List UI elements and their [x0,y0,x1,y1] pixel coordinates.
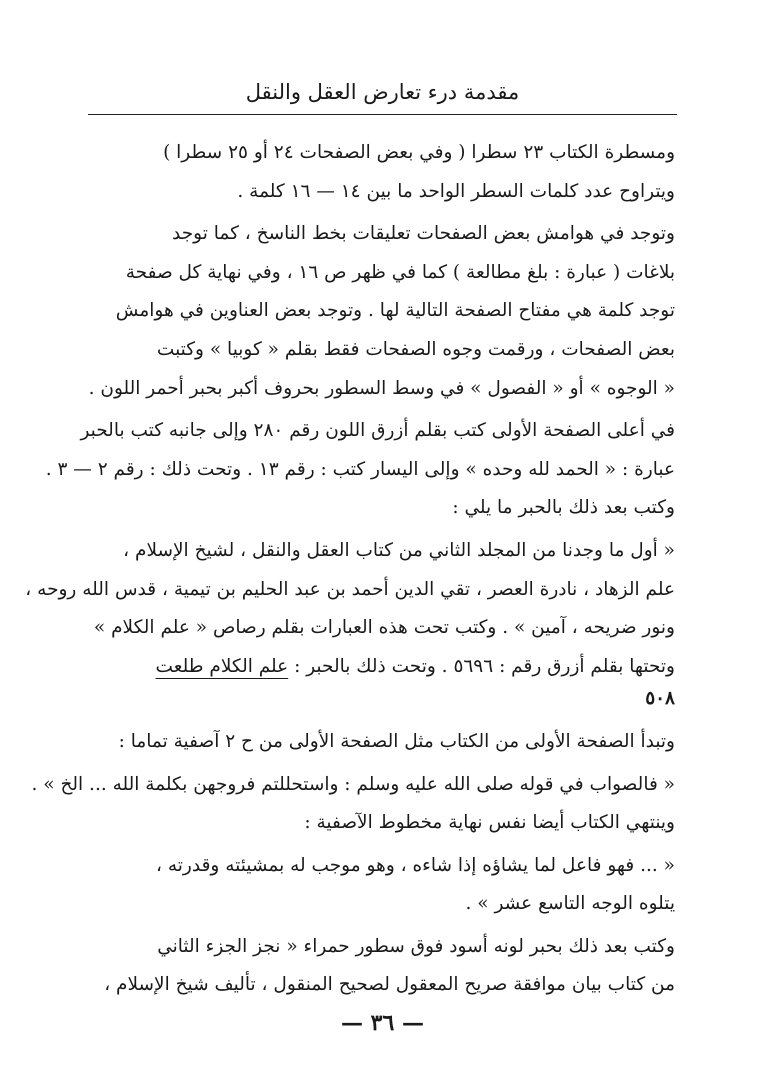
paragraph [25,532,675,719]
underlined-annotation: علم الكلام طلعت [155,655,289,677]
paragraph [31,766,675,843]
paragraph [80,847,675,924]
text-line: « فالصواب في قوله صلى الله عليه وسلم : واستحللتم فروجهن بكلمة الله ... الخ » . [31,773,675,795]
text-line: وكتب بعد ذلك بحبر لونه أسود فوق سطور حمراء « نجز الجزء الثاني [157,935,675,957]
footnote-number: ٥٠٨ [645,688,675,710]
text-line: وينتهي الكتاب أيضا نفس نهاية مخطوط الآصفية : [304,812,675,834]
text-line: من كتاب بيان موافقة صريح المعقول لصحيح المنقول ، تأليف شيخ الإسلام ، [104,974,675,996]
text-line: يتلوه الوجه التاسع عشر » . [465,893,675,915]
text-line: وكتب بعد ذلك بالحبر ما يلي : [452,497,675,519]
text-line: ونور ضريحه ، آمين » . وكتب تحت هذه العبارات بقلم رصاص « علم الكلام » [93,617,675,639]
paragraph [45,412,675,528]
text-line: بعض الصفحات ، ورقمت وجوه الصفحات فقط بقلم « كوبيا » وكتبت [156,338,675,360]
text-line: بلاغات ( عبارة : بلغ مطالعة ) كما في ظهر ص ١٦ ، وفي نهاية كل صفحة [125,261,675,283]
text-line: ومسطرة الكتاب ٢٣ سطرا ( وفي بعض الصفحات ٢٤ أو ٢٥ سطرا ) [163,142,675,163]
text-line: وتوجد في هوامش بعض الصفحات تعليقات بخط الناسخ ، كما توجد [172,223,675,245]
text-line: « ... فهو فاعل لما يشاؤه إذا شاءه ، وهو موجب له بمشيئته وقدرته ، [156,854,675,876]
text-line: وتحتها بقلم أزرق رقم : ٥٦٩٦ . وتحت ذلك بالحبر : [288,655,675,677]
text-line-underlined-tail [80,648,675,687]
paragraph [80,215,675,408]
header-rule [88,114,677,115]
document-body [25,134,675,1005]
paragraph [80,928,675,1005]
text-line: « أول ما وجدنا من المجلد الثاني من كتاب العقل والنقل ، لشيخ الإسلام ، [123,539,675,561]
paragraph [80,723,675,762]
running-title: مقدمة درء تعارض العقل والنقل [245,80,520,104]
text-line: علم الزهاد ، نادرة العصر ، تقي الدين أحمد بن عبد الحليم بن تيمية ، قدس الله روحه ، [25,578,675,600]
text-line: في أعلى الصفحة الأولى كتب بقلم أزرق اللون رقم ٢٨٠ وإلى جانبه كتب بالحبر [80,420,675,442]
text-line: عبارة : « الحمد لله وحده » وإلى اليسار كتب : رقم ١٣ . وتحت ذلك : رقم ٢ — ٣ . [45,458,675,480]
text-line: توجد كلمة هي مفتاح الصفحة التالية لها . وتوجد بعض العناوين في هوامش [115,300,675,322]
paragraph [80,134,675,211]
text-line: وتبدأ الصفحة الأولى من الكتاب مثل الصفحة الأولى من ح ٢ آصفية تماما : [118,730,675,752]
text-line: « الوجوه » أو « الفصول » في وسط السطور بحروف أكبر بحبر أحمر اللون . [88,377,675,399]
page-number: — ٣٦ — [341,1010,424,1036]
text-line: ويتراوح عدد كلمات السطر الواحد ما بين ١٤ — ١٦ كلمة . [237,180,675,202]
